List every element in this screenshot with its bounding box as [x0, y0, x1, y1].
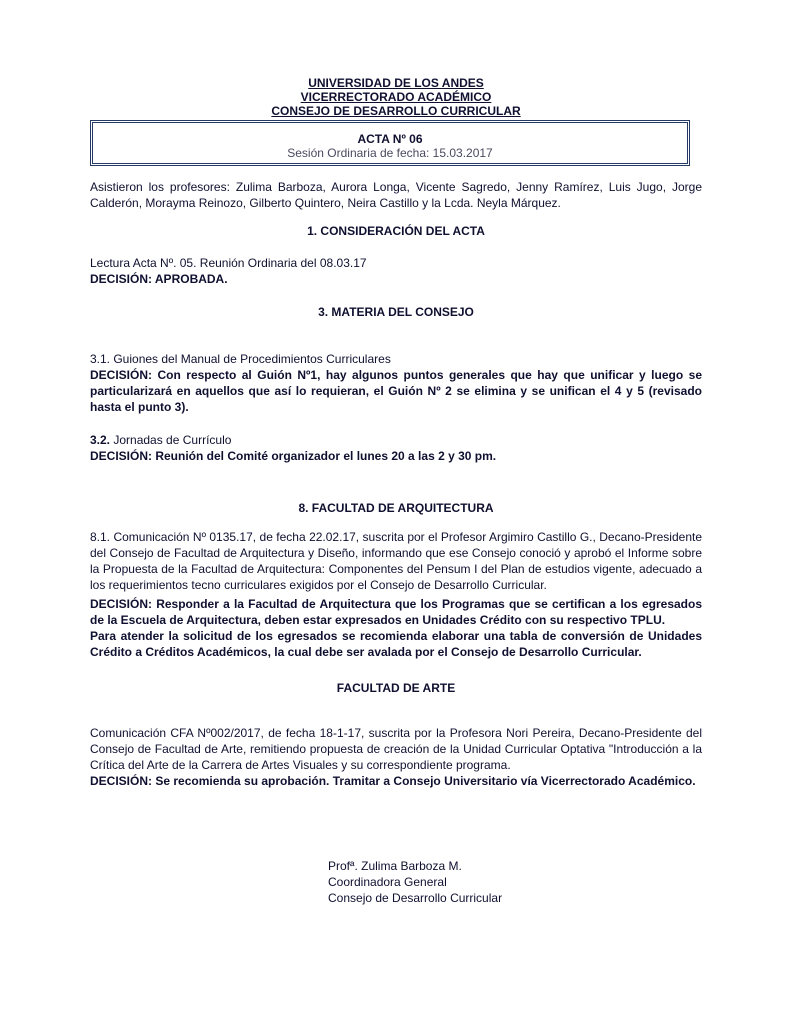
section-8-decision: DECISIÓN: Responder a la Facultad de Arquitectura que los Programas que se certifican a los egresados de la Escuela de Arquitectura, deben estar expresados en Unidades Crédito con su respectivo TPLU. — [90, 597, 702, 627]
acta-title-box — [90, 120, 690, 166]
section-8-item: 8.1. Comunicación Nº 0135.17, de fecha 22.02.17, suscrita por el Profesor Argimiro Castillo G., Decano-Presidente del Consejo de Facultad de Arquitectura y Diseño, informando que ese Consejo conoció y aprobó el Informe sobre la Propuesta de la Facultad de Arquitectura: Componentes del Pensum I del Plan de estudios vigente, adecuado a los requerimientos tecno curriculares exigidos por el Consejo de Desarrollo Curricular. — [90, 530, 702, 592]
section-3-item-2 — [90, 432, 702, 448]
section-3-item-2-number: 3.2. — [90, 433, 111, 447]
document-header — [90, 76, 702, 118]
vicerrectorado-name: VICERRECTORADO ACADÉMICO — [300, 90, 492, 104]
section-1-decision: DECISIÓN: APROBADA. — [90, 272, 228, 286]
signature-name: Profª. Zulima Barboza M. — [328, 859, 462, 873]
arte-heading: FACULTAD DE ARTE — [336, 681, 456, 695]
section-3-decision-1: DECISIÓN: Con respecto al Guión Nº1, hay algunos puntos generales que hay que unificar y luego se particularizará en aquellos que así lo requieran, el Guión Nº 2 se elimina y se unifican el 4 y 5 (revisado hasta el punto 3). — [90, 368, 702, 414]
signature-org: Consejo de Desarrollo Curricular — [328, 891, 503, 905]
section-3-item-1: 3.1. Guiones del Manual de Procedimientos Curriculares — [90, 352, 391, 366]
council-name: CONSEJO DE DESARROLLO CURRICULAR — [271, 104, 521, 118]
signature-block — [328, 858, 502, 906]
section-8-heading: 8. FACULTAD DE ARQUITECTURA — [298, 501, 494, 515]
acta-number: ACTA Nº 06 — [357, 132, 423, 146]
attendance-paragraph: Asistieron los profesores: Zulima Barboza, Aurora Longa, Vicente Sagredo, Jenny Ramírez, Luis Jugo, Jorge Calderón, Morayma Reinozo, Gilberto Quintero, Neira Castillo y la Lcda. Neyla Márquez. — [90, 180, 702, 210]
section-3-item-2-text: Jornadas de Currículo — [110, 433, 232, 447]
university-name: UNIVERSIDAD DE LOS ANDES — [308, 76, 484, 90]
section-1-item: Lectura Acta Nº. 05. Reunión Ordinaria del 08.03.17 — [90, 256, 367, 270]
section-1-heading: 1. CONSIDERACIÓN DEL ACTA — [307, 224, 485, 238]
session-date: Sesión Ordinaria de fecha: 15.03.2017 — [287, 146, 493, 160]
section-8-decision-extra: Para atender la solicitud de los egresados se recomienda elaborar una tabla de conversión de Unidades Crédito a Créditos Académicos, la cual debe ser avalada por el Consejo de Desarrollo Curricular. — [90, 629, 702, 659]
section-3-decision-2: DECISIÓN: Reunión del Comité organizador el lunes 20 a las 2 y 30 pm. — [90, 449, 497, 463]
arte-decision: DECISIÓN: Se recomienda su aprobación. Tramitar a Consejo Universitario vía Vicerrectorado Académico. — [90, 774, 696, 788]
arte-item: Comunicación CFA Nº002/2017, de fecha 18-1-17, suscrita por la Profesora Nori Pereira, Decano-Presidente del Consejo de Facultad de Arte, remitiendo propuesta de creación de la Unidad Curricular Optativa "Introducción a la Crítica del Arte de la Carrera de Artes Visuales y su correspondiente programa. — [90, 726, 702, 772]
signature-role: Coordinadora General — [328, 875, 447, 889]
section-3-heading: 3. MATERIA DEL CONSEJO — [318, 305, 474, 319]
